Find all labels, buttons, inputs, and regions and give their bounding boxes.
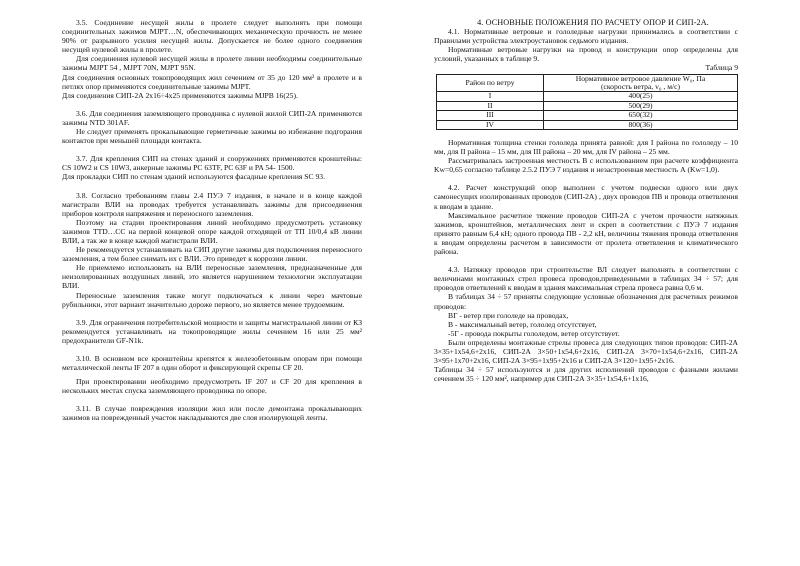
- list-item: -5Г - провода покрыты гололедом, ветер отсутствует.: [448, 328, 620, 338]
- paragraph: Таблицы 34 ÷ 57 используются и для других исполнений проводов с фазными жилами сечением 35 ÷ 120 мм², например для СИП-2А 3×35+1х54,6+1х16,: [434, 365, 738, 384]
- table-row: [437, 111, 738, 120]
- table-cell-value: 650(32): [544, 111, 738, 120]
- paragraph: Нормативные ветровые нагрузки на провод и конструкции опор определены для условий, указанных в таблице 9.: [434, 45, 738, 64]
- paragraph: Переносные заземления также могут подключаться к линии через мачтовые рубильники, этот вариант значительно дороже первого, но является менее трудоемким.: [62, 290, 362, 309]
- paragraph: Не рекомендуется устанавливать на СИП другие зажимы для подключения переносного заземления, а тем более снимать их с ВЛИ. Это приведет к коррозии линии.: [62, 245, 362, 264]
- table-row: [437, 92, 738, 101]
- paragraph-3-11: 3.11. В случае повреждения изоляции жил или после демонтажа прокалывающих зажимов на поврежденный участок накладываются две слоя изолирующей ленты.: [62, 404, 362, 423]
- paragraph: Не следует применять прокалывающие герметичные зажимы во избежание подгорания контактов при меньшей площади контакта.: [62, 127, 362, 146]
- left-column: [62, 18, 362, 423]
- table-header-pressure-line1: Нормативное ветровое давление W₀, Па: [575, 73, 706, 83]
- paragraph-4-3: 4.3. Натяжку проводов при строительстве ВЛ следует выполнять в соответствии с величинами монтажных стрел провеса проводов,приведенными в таблицах 34 ÷ 57; для проводов ответвлений к вводам в здания максимальная стрела провеса равна 0,6 м.: [434, 265, 738, 293]
- paragraph-4-1: 4.1. Нормативные ветровые и гололедные нагрузки принимались в соответствии с Правилами устройства электроустановок седьмого издания.: [434, 27, 738, 46]
- paragraph-3-7: 3.7. Для крепления СИП на стенах зданий и сооружениях применяются кронштейны: CS 10W2 и CS 10W3, анкерные зажимы PC 63TF, PC 63F и PA 54- 1500.: [62, 154, 362, 173]
- table-header-pressure: [544, 74, 738, 92]
- table-cell-region: I: [437, 92, 544, 101]
- table-9-caption: Таблица 9: [705, 63, 738, 73]
- paragraph: Рассматривалась застроенная местность В с использованием при расчете коэффициента Kw=0,65 согласно таблице 2.5.2 ПУЭ 7 издания и незастроенная местность А (Kw=1,0).: [434, 156, 738, 175]
- table-cell-region: IV: [437, 120, 544, 129]
- paragraph-3-9: 3.9. Для ограничения потребительской мощности и защиты магистральной линии от КЗ рекомендуется устанавливать на токопроводящие жилы сечением 16 или 25 мм² предохранители GF-N1k.: [62, 317, 362, 345]
- right-column: [434, 18, 738, 383]
- paragraph: Для соединения основных токопроводящих жил сечением от 35 до 120 мм² в пролете и в петлях опор применяются соединительные зажимы MJPT.: [62, 72, 362, 91]
- paragraph-3-10: 3.10. В основном все кронштейны крепятся к железобетонным опорам при помощи металлической ленты IF 207 в один оборот и фиксирующей скрепы CF 20.: [62, 354, 362, 373]
- mode-list: [434, 311, 738, 338]
- section-4-heading: 4. ОСНОВНЫЕ ПОЛОЖЕНИЯ ПО РАСЧЕТУ ОПОР И СИП-2А.: [477, 18, 709, 27]
- paragraph: В таблицах 34 ÷ 57 приняты следующие условные обозначения для расчетных режимов проводов:: [434, 292, 738, 311]
- table-cell-region: III: [437, 111, 544, 120]
- table-cell-value: 400(25): [544, 92, 738, 101]
- paragraph-3-5: 3.5. Соединение несущей жилы в пролете следует выполнять при помощи соединительных зажимов MJPT…N, обеспечивающих механическую прочность не менее 90% от разрывного усилия несущей жилы. Допускается не более одного соединения несущей нулевой жилы в пролете.: [62, 18, 362, 55]
- table-row: [437, 120, 738, 129]
- paragraph: Для прокладки СИП по стенам зданий используются фасадные крепления SC 93.: [62, 172, 325, 182]
- table-row: [437, 101, 738, 110]
- paragraph: Были определены монтажные стрелы провеса для следующих типов проводов: СИП-2А 3×35+1х54,6+2х16, СИП-2А 3×50+1х54,6+2х16, СИП-2А 3×70+1х54,6+2х16, СИП-2А 3×95+1х70+2х16, СИП-2А 3×95+1х95+2х16 и СИП-2А 3×120+1х95+2х16.: [434, 337, 738, 366]
- table-cell-value: 800(36): [544, 120, 738, 129]
- list-item: ВГ - ветер при гололеде на проводах,: [448, 310, 569, 320]
- table-9: [436, 74, 738, 130]
- list-item: В - максимальный ветер, гололед отсутствует,: [448, 319, 597, 329]
- paragraph-4-2: 4.2. Расчет конструкций опор выполнен с учетом подвески одного или двух самонесущих изолированных проводов (СИП-2А) , двух проводов ПВ и провода ответвления к вводам в здание.: [434, 183, 738, 211]
- paragraph: При проектировании необходимо предусмотреть IF 207 и CF 20 для крепления в нескольких местах спуска заземляющего проводника по опоре.: [62, 377, 362, 396]
- table-header-pressure-line2: (скорость ветра, v₀ , м/с): [600, 81, 681, 91]
- paragraph: Максимальное расчетное тяжение проводов СИП-2А с учетом прочности натяжных зажимов, кронштейнов, металлических лент и скреп в соответствии с ПУЭ 7 издания принято равным 6,4 кН; одного провода ПВ - 2,2 кН, величины тяжения провода ответвления к вводам определены расчетом в зависимости от пролета ответвления и климатического района.: [434, 210, 738, 257]
- table-cell-region: II: [437, 101, 544, 110]
- paragraph: Поэтому на стадии проектирования линий необходимо предусмотреть установку зажимов TTD…CC на первой концевой опоре каждой отходящей от ТП 10/0,4 кВ линии ВЛИ, а так же в конце каждой магистрали ВЛИ.: [62, 217, 362, 245]
- table-header-region: Район по ветру: [437, 74, 544, 92]
- table-cell-value: 500(29): [544, 101, 738, 110]
- paragraph: Для соединения нулевой несущей жилы в пролете линии необходимы соединительные зажимы MJPT 54 , MJPT 70N, MJPT 95N.: [62, 54, 362, 73]
- table-header-row: [437, 74, 738, 92]
- paragraph: Для соединения СИП-2А 2х16÷4х25 применяются зажимы MJPB 16(25).: [62, 90, 298, 100]
- paragraph-3-8: 3.8. Согласно требованиям главы 2.4 ПУЭ 7 издания, в начале и в конце каждой магистрали ВЛИ на проводах требуется устанавливать зажимы для присоединения приборов контроля напряжения и переносного заземления.: [62, 190, 362, 218]
- paragraph: Не приемлемо использовать на ВЛИ переносные заземления, предназначенные для неизолированных воздушных линий, это является нарушением технологии эксплуатации ВЛИ.: [62, 263, 362, 291]
- paragraph-ice-thickness: Нормативная толщина стенки гололеда принята равной: для I района по гололеду – 10 мм, для II района – 15 мм, для III района – 20 мм, для IV района – 25 мм.: [434, 138, 738, 157]
- paragraph-3-6: 3.6. Для соединения заземляющего проводника с нулевой жилой СИП-2А применяются зажимы NTD 301AF.: [62, 108, 362, 127]
